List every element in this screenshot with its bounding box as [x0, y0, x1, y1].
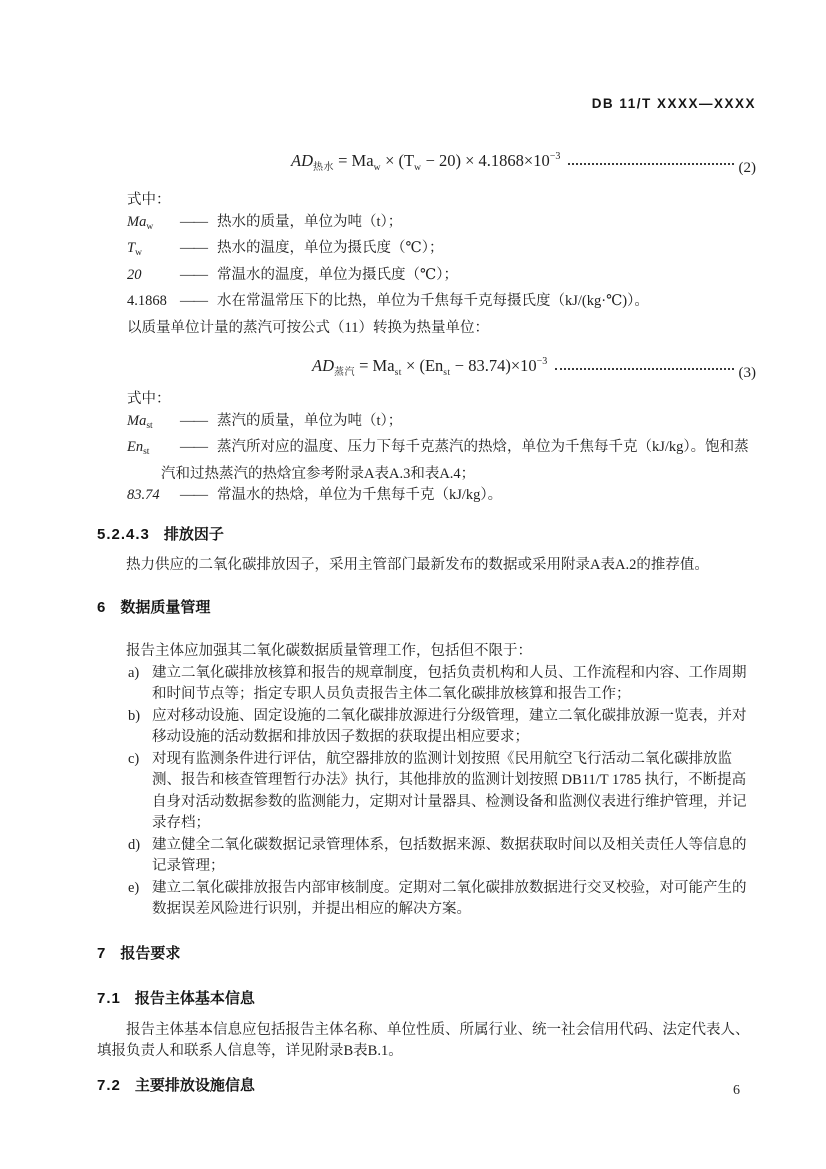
doc-code: DB 11/T XXXX—XXXX	[591, 96, 756, 111]
list-item-d: d) 建立健全二氧化碳数据记录管理体系，包括数据来源、数据获取时间以及相关责任人等信息的记录管理；	[128, 836, 747, 874]
term-definition: 热水的质量，单位为吨（t）；	[217, 213, 403, 230]
section-heading-6: 6 数据质量管理	[97, 599, 211, 616]
paragraph-basic-info: 报告主体基本信息应包括报告主体名称、单位性质、所属行业、统一社会信用代码、法定代表人、填报负责人和联系人信息等，详见附录B表B.1。	[97, 1021, 750, 1059]
definition-dash: ——	[180, 439, 207, 455]
definition-dash: ——	[180, 293, 207, 309]
list-item-c: c) 对现有监测条件进行评估，航空器排放的监测计划按照《民用航空飞行活动二氧化碳排放监测、报告和核查管理暂行办法》执行，其他排放的监测计划按照 DB11/T 1785 执行，不断提高自身对活动数据参数的监测能力，定期对计量器具、检测设备和监测仪表进行维护管理，并记录存档；	[128, 750, 747, 831]
definition-dash: ——	[180, 487, 207, 503]
dot-leader	[568, 163, 733, 165]
section-heading-7-1: 7.1 报告主体基本信息	[97, 989, 255, 1007]
variable-term: 20	[127, 266, 142, 283]
paragraph-emission-factor: 热力供应的二氧化碳排放因子，采用主管部门最新发布的数据或采用附录A表A.2的推荐值。	[126, 556, 709, 573]
formula-3-expression: $AD_{蒸汽} = Ma_{st} \times (En_{st} - 83.74)\times 10^{-3}$	[312, 356, 548, 378]
variable-term: 4.1868	[127, 293, 167, 309]
formula-2-variable: AD	[291, 151, 313, 170]
dot-leader	[555, 368, 733, 370]
formula-3-variable: AD	[312, 356, 334, 375]
where-label-2: 式中：	[127, 391, 171, 407]
formula-3-variable-subscript: 蒸汽	[334, 367, 355, 378]
variable-row	[127, 291, 756, 318]
paragraph-quality-intro: 报告主体应加强其二氧化碳数据质量管理工作，包括但不限于：	[126, 643, 532, 659]
term-definition: 水在常温常压下的比热，单位为千焦每千克每摄氏度（kJ/(kg·℃)）。	[217, 293, 649, 309]
definition-dash: ——	[180, 266, 207, 283]
formula-3	[312, 343, 756, 383]
variable-row	[127, 238, 756, 265]
formula-2-number: (2)	[738, 160, 756, 176]
term-definition: 蒸汽的质量，单位为吨（t）；	[217, 412, 403, 429]
page-number: 6	[733, 1083, 740, 1098]
variable-row	[127, 485, 756, 512]
definition-dash: ——	[180, 412, 207, 429]
formula-2-variable-subscript: 热水	[313, 162, 334, 173]
variable-term: $T_w$	[127, 240, 142, 258]
list-item-b: b) 应对移动设施、固定设施的二氧化碳排放源进行分级管理，建立二氧化碳排放源一览表，并对移动设施的活动数据和排放因子数据的获取提出相应要求；	[128, 707, 747, 745]
variable-row	[127, 437, 756, 485]
variable-term: $En_{st}$	[127, 439, 150, 457]
page-header	[97, 96, 756, 112]
section-heading-7: 7 报告要求	[97, 944, 181, 962]
term-definition: 蒸汽所对应的温度、压力下每千克蒸汽的热焓，单位为千焦每千克（kJ/kg）。饱和蒸汽和过热蒸汽的热焓宜参考附录A表A.3和表A.4；	[161, 439, 749, 482]
section-heading-5-2-4-3: 5.2.4.3 排放因子	[97, 525, 224, 543]
variable-row	[127, 265, 756, 292]
list-item-a: a) 建立二氧化碳排放核算和报告的规章制度，包括负责机构和人员、工作流程和内容、工作周期和时间节点等；指定专职人员负责报告主体二氧化碳排放核算和报告工作；	[128, 664, 747, 702]
list-item-e: e) 建立二氧化碳排放报告内部审核制度。定期对二氧化碳排放数据进行交叉校验，对可能产生的数据误差风险进行识别，并提出相应的解决方案。	[128, 879, 747, 917]
conversion-note: 以质量单位计量的蒸汽可按公式（11）转换为热量单位：	[127, 319, 489, 336]
variable-term: $Ma_{st}$	[127, 412, 153, 431]
section-heading-7-2: 7.2 主要排放设施信息	[97, 1076, 255, 1094]
formula-3-number: (3)	[738, 365, 756, 381]
formula-2-expression: $AD_{热水} = Ma_w \times (T_w - 20) \times 4.1868\times 10^{-3}$	[291, 151, 561, 173]
variable-row	[127, 212, 756, 239]
definition-dash: ——	[180, 213, 207, 230]
definition-dash: ——	[180, 240, 207, 256]
variable-term: $Ma_w$	[127, 213, 154, 232]
variable-row	[127, 411, 756, 438]
variable-term: 83.74	[127, 487, 160, 503]
term-definition: 常温水的温度，单位为摄氏度（℃）；	[217, 266, 458, 283]
term-definition: 热水的温度，单位为摄氏度（℃）；	[217, 240, 444, 256]
formula-2	[291, 138, 756, 178]
where-label-1: 式中：	[127, 192, 171, 208]
term-definition: 常温水的热焓，单位为千焦每千克（kJ/kg）。	[217, 487, 503, 503]
